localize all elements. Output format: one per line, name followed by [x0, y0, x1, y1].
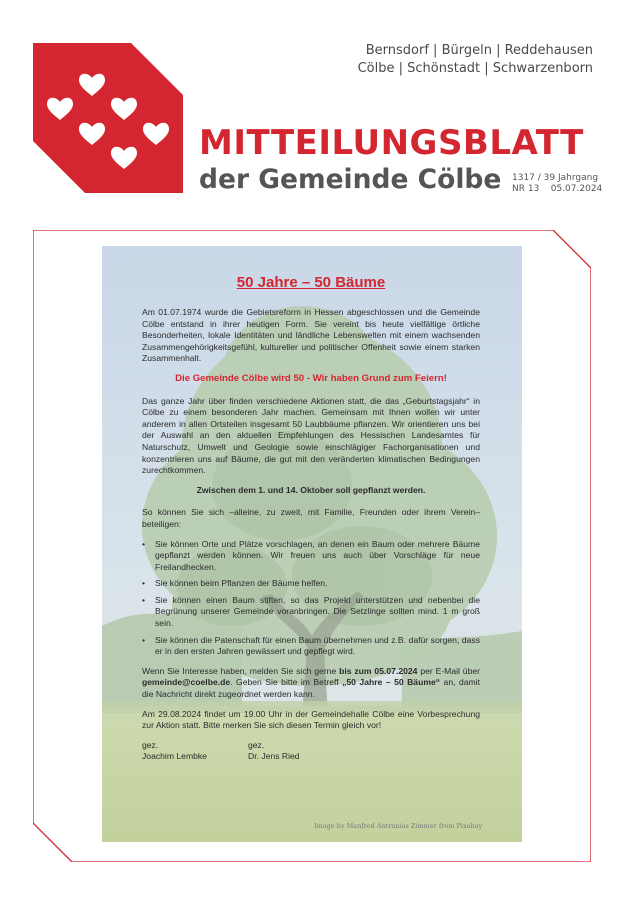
contact-text: per E-Mail über [417, 665, 481, 676]
list-item [142, 595, 480, 630]
contact-text: . Geben Sie bitte im Betreff [230, 677, 343, 688]
bullet-icon: • [142, 578, 146, 589]
signature-block [248, 740, 354, 763]
signature-name: Dr. Jens Ried [248, 751, 300, 762]
event-notice: Am 29.08.2024 findet um 19.00 Uhr in der Gemeindehalle Cölbe eine Vorbesprechung zur Aktion statt. Bitte merken Sie sich diesen Termin gleich vor! [142, 708, 480, 731]
list-item-text: Sie können einen Baum stiften, so das Projekt unterstützen und nebenbei die Begrünung unserer Gemeinde voranbringen. Die Setzlinge sollten mind. 1 m groß sein. [155, 594, 480, 629]
email-link[interactable]: gemeinde@coelbe.de [142, 677, 231, 688]
article-card [102, 246, 522, 842]
contact-paragraph [142, 666, 480, 701]
issue-number-date: NR 13 05.07.2024 [512, 184, 603, 194]
email-subject: „50 Jahre – 50 Bäume“ [342, 677, 441, 688]
masthead-title: MITTEILUNGSBLATT [199, 123, 584, 163]
article-body: Das ganze Jahr über finden verschiedene Aktionen statt, die das „Geburtstagsjahr“ in Cölbe zu einem besonderen Jahr machen. Gemeinsam mit Ihnen wollen wir unter anderem in allen Ortsteilen insgesamt 50 Laubbäume pflanzen. Wir orientieren uns bei der Auswahl an den aktuellen Empfehlungen des Hessischen Landesamtes für Naturschutz, Umwelt und Geologie sowie einschlägiger Fachorganisationen und konzentrieren uns auf Bäume, die gut mit den veränderten klimatischen Bedingungen zurechtkommen. [142, 395, 480, 476]
bullet-icon: • [142, 538, 146, 549]
article [142, 274, 480, 763]
list-item-text: Sie können Orte und Plätze vorschlagen, an denen ein Baum oder mehrere Bäume gepflanzt werden können. Wir freuen uns auch über Vorschläge für neue Freilandhecken. [155, 538, 480, 572]
contact-text: Wenn Sie Interesse haben, melden Sie sich gerne [142, 665, 340, 676]
districts-line-2: Cölbe | Schönstadt | Schwarzenborn [357, 60, 593, 76]
list-item-text: Sie können beim Pflanzen der Bäume helfen. [155, 578, 328, 589]
planting-date: Zwischen dem 1. und 14. Oktober soll gepflanzt werden. [196, 484, 426, 495]
list-item-text: Sie können die Patenschaft für einen Baum übernehmen und z.B. dafür sorgen, dass er in den ersten Jahren gewässert und gepflegt wird. [155, 634, 480, 657]
list-item [142, 539, 480, 574]
districts-line-1: Bernsdorf | Bürgeln | Reddehausen [365, 43, 593, 58]
signature-name: Joachim Lembke [142, 751, 207, 762]
bullet-icon: • [142, 594, 146, 605]
list-item [142, 578, 480, 590]
participation-intro: So können Sie sich –alleine, zu zweit, mit Familie, Freunden oder ihrem Verein– beteiligen: [142, 507, 480, 529]
contact-deadline: bis zum 05.07.2024 [339, 665, 418, 676]
article-intro: Am 01.07.1974 wurde die Gebietsreform in Hessen abgeschlossen und die Gemeinde Cölbe entstand in ihrer heutigen Form. Sie vereint bis heute vielfältige örtliche Besonderheiten, lokale Identitäten und ländliche Lebenswelten mit einem wachsenden Zusammengehörigkeitsgefühl, kultureller und politischer Offenheit sowie einem starken Zusammenhalt. [142, 307, 480, 364]
article-slogan: Die Gemeinde Cölbe wird 50 - Wir haben Grund zum Feiern! [175, 372, 447, 384]
district-list [358, 42, 593, 77]
issue-volume: 1317 / 39 Jahrgang [512, 173, 599, 183]
participation-list [142, 539, 480, 658]
masthead-subtitle: der Gemeinde Cölbe [199, 164, 502, 195]
image-credit: Image by Manfred Antranias Zimmer from Pixabay [314, 822, 483, 830]
municipal-logo [33, 43, 183, 193]
list-item [142, 635, 480, 658]
contact-text: an, damit die Nachricht direkt zugeordnet werden kann. [142, 677, 480, 700]
issue-info [512, 173, 602, 195]
article-headline: 50 Jahre – 50 Bäume [236, 274, 386, 291]
signature-prefix: gez. [142, 739, 159, 750]
signature-block [142, 740, 248, 763]
signatures [142, 740, 480, 763]
signature-prefix: gez. [248, 739, 265, 750]
bullet-icon: • [142, 634, 146, 645]
